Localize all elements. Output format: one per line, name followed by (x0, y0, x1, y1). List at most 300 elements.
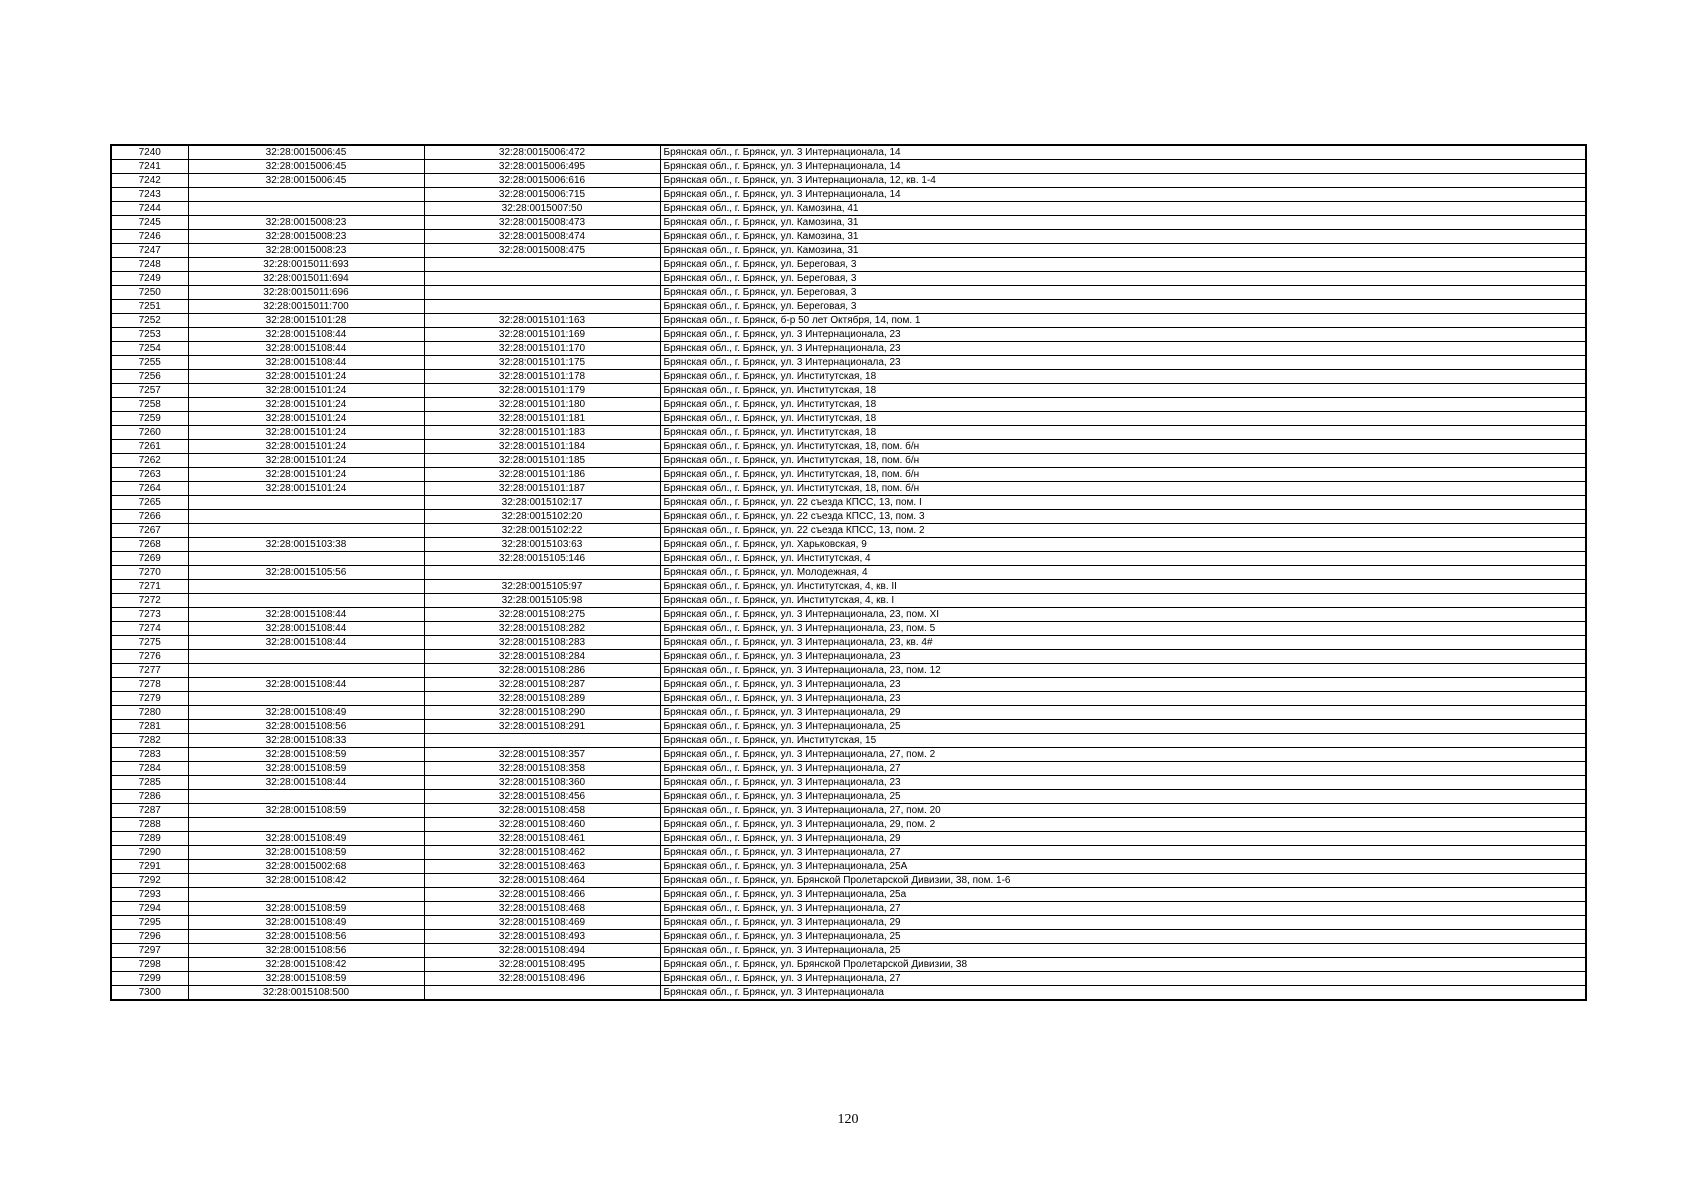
parent-cadastral-cell: 32:28:0015108:42 (188, 874, 424, 888)
cadastral-number-cell (424, 300, 660, 314)
cadastral-number-cell: 32:28:0015101:163 (424, 314, 660, 328)
address-cell: Брянская обл., г. Брянск, ул. Институтская, 18, пом. б/н (660, 454, 1586, 468)
cadastral-number-cell: 32:28:0015108:282 (424, 622, 660, 636)
address-cell: Брянская обл., г. Брянск, ул. 3 Интернационала, 25А (660, 860, 1586, 874)
cadastral-number-cell: 32:28:0015108:493 (424, 930, 660, 944)
row-number-cell: 7272 (111, 594, 188, 608)
table-row (111, 468, 1586, 482)
cadastral-number-cell: 32:28:0015102:20 (424, 510, 660, 524)
parent-cadastral-cell (188, 790, 424, 804)
table-row (111, 678, 1586, 692)
row-number-cell: 7251 (111, 300, 188, 314)
parent-cadastral-cell: 32:28:0015108:49 (188, 832, 424, 846)
parent-cadastral-cell: 32:28:0015101:24 (188, 454, 424, 468)
row-number-cell: 7277 (111, 664, 188, 678)
parent-cadastral-cell: 32:28:0015008:23 (188, 216, 424, 230)
row-number-cell: 7259 (111, 412, 188, 426)
table-row (111, 145, 1586, 160)
cadastral-number-cell: 32:28:0015108:358 (424, 762, 660, 776)
parent-cadastral-cell: 32:28:0015006:45 (188, 160, 424, 174)
address-cell: Брянская обл., г. Брянск, ул. 3 Интернационала, 27 (660, 846, 1586, 860)
cadastral-number-cell: 32:28:0015108:290 (424, 706, 660, 720)
parent-cadastral-cell: 32:28:0015011:696 (188, 286, 424, 300)
table-row (111, 496, 1586, 510)
row-number-cell: 7299 (111, 972, 188, 986)
cadastral-number-cell: 32:28:0015006:472 (424, 145, 660, 160)
row-number-cell: 7286 (111, 790, 188, 804)
table-row (111, 398, 1586, 412)
row-number-cell: 7262 (111, 454, 188, 468)
table-row (111, 972, 1586, 986)
parent-cadastral-cell: 32:28:0015108:59 (188, 748, 424, 762)
parent-cadastral-cell: 32:28:0015006:45 (188, 174, 424, 188)
table-row (111, 888, 1586, 902)
table-row (111, 804, 1586, 818)
parent-cadastral-cell: 32:28:0015108:59 (188, 972, 424, 986)
table-row (111, 538, 1586, 552)
row-number-cell: 7269 (111, 552, 188, 566)
table-row (111, 790, 1586, 804)
cadastral-number-cell: 32:28:0015008:474 (424, 230, 660, 244)
row-number-cell: 7287 (111, 804, 188, 818)
table-row (111, 454, 1586, 468)
parent-cadastral-cell (188, 510, 424, 524)
row-number-cell: 7245 (111, 216, 188, 230)
address-cell: Брянская обл., г. Брянск, ул. 3 Интернационала, 14 (660, 160, 1586, 174)
table-row (111, 216, 1586, 230)
row-number-cell: 7243 (111, 188, 188, 202)
row-number-cell: 7252 (111, 314, 188, 328)
row-number-cell: 7284 (111, 762, 188, 776)
address-cell: Брянская обл., г. Брянск, ул. Брянской Пролетарской Дивизии, 38 (660, 958, 1586, 972)
cadastral-number-cell (424, 986, 660, 1001)
cadastral-number-cell: 32:28:0015108:468 (424, 902, 660, 916)
table-row (111, 706, 1586, 720)
row-number-cell: 7254 (111, 342, 188, 356)
row-number-cell: 7274 (111, 622, 188, 636)
address-cell: Брянская обл., г. Брянск, ул. Институтская, 18 (660, 412, 1586, 426)
parent-cadastral-cell: 32:28:0015108:59 (188, 804, 424, 818)
parent-cadastral-cell: 32:28:0015101:24 (188, 384, 424, 398)
address-cell: Брянская обл., г. Брянск, ул. 3 Интернационала, 27 (660, 902, 1586, 916)
table-row (111, 594, 1586, 608)
parent-cadastral-cell (188, 524, 424, 538)
table-row (111, 958, 1586, 972)
row-number-cell: 7240 (111, 145, 188, 160)
row-number-cell: 7250 (111, 286, 188, 300)
address-cell: Брянская обл., г. Брянск, ул. Институтская, 18 (660, 384, 1586, 398)
parent-cadastral-cell: 32:28:0015108:500 (188, 986, 424, 1001)
parent-cadastral-cell: 32:28:0015105:56 (188, 566, 424, 580)
address-cell: Брянская обл., г. Брянск, ул. Институтская, 4 (660, 552, 1586, 566)
row-number-cell: 7242 (111, 174, 188, 188)
table-row (111, 860, 1586, 874)
address-cell: Брянская обл., г. Брянск, ул. 3 Интернационала, 23 (660, 356, 1586, 370)
address-cell: Брянская обл., г. Брянск, ул. 3 Интернационала, 23 (660, 328, 1586, 342)
table-row (111, 328, 1586, 342)
address-cell: Брянская обл., г. Брянск, ул. 22 съезда КПСС, 13, пом. 3 (660, 510, 1586, 524)
table-row (111, 160, 1586, 174)
table-row (111, 734, 1586, 748)
table-row (111, 370, 1586, 384)
row-number-cell: 7244 (111, 202, 188, 216)
registry-table-body (111, 145, 1586, 1000)
table-row (111, 244, 1586, 258)
address-cell: Брянская обл., г. Брянск, ул. Институтская, 18, пом. б/н (660, 468, 1586, 482)
address-cell: Брянская обл., г. Брянск, ул. Институтская, 18 (660, 398, 1586, 412)
cadastral-number-cell: 32:28:0015101:175 (424, 356, 660, 370)
cadastral-number-cell: 32:28:0015108:461 (424, 832, 660, 846)
parent-cadastral-cell (188, 496, 424, 510)
address-cell: Брянская обл., г. Брянск, ул. 3 Интернационала, 25 (660, 790, 1586, 804)
cadastral-number-cell: 32:28:0015108:360 (424, 776, 660, 790)
cadastral-number-cell: 32:28:0015101:180 (424, 398, 660, 412)
address-cell: Брянская обл., г. Брянск, ул. 3 Интернационала, 23 (660, 692, 1586, 706)
address-cell: Брянская обл., г. Брянск, ул. Береговая, 3 (660, 258, 1586, 272)
parent-cadastral-cell: 32:28:0015101:24 (188, 440, 424, 454)
cadastral-number-cell: 32:28:0015101:183 (424, 426, 660, 440)
parent-cadastral-cell: 32:28:0015011:693 (188, 258, 424, 272)
address-cell: Брянская обл., г. Брянск, ул. 22 съезда КПСС, 13, пом. I (660, 496, 1586, 510)
address-cell: Брянская обл., г. Брянск, ул. 3 Интернационала, 23 (660, 678, 1586, 692)
address-cell: Брянская обл., г. Брянск, ул. 3 Интернационала, 25 (660, 720, 1586, 734)
row-number-cell: 7300 (111, 986, 188, 1001)
address-cell: Брянская обл., г. Брянск, ул. 3 Интернационала, 27, пом. 20 (660, 804, 1586, 818)
address-cell: Брянская обл., г. Брянск, ул. 3 Интернационала, 23 (660, 342, 1586, 356)
parent-cadastral-cell: 32:28:0015101:24 (188, 370, 424, 384)
parent-cadastral-cell: 32:28:0015011:700 (188, 300, 424, 314)
row-number-cell: 7290 (111, 846, 188, 860)
table-row (111, 944, 1586, 958)
cadastral-number-cell (424, 734, 660, 748)
cadastral-number-cell (424, 286, 660, 300)
address-cell: Брянская обл., г. Брянск, ул. 3 Интернационала, 29 (660, 832, 1586, 846)
parent-cadastral-cell (188, 692, 424, 706)
parent-cadastral-cell (188, 818, 424, 832)
table-row (111, 580, 1586, 594)
cadastral-number-cell: 32:28:0015108:286 (424, 664, 660, 678)
parent-cadastral-cell (188, 202, 424, 216)
address-cell: Брянская обл., г. Брянск, ул. 3 Интернационала, 29 (660, 706, 1586, 720)
row-number-cell: 7264 (111, 482, 188, 496)
parent-cadastral-cell (188, 594, 424, 608)
row-number-cell: 7293 (111, 888, 188, 902)
cadastral-number-cell: 32:28:0015108:283 (424, 636, 660, 650)
address-cell: Брянская обл., г. Брянск, ул. 3 Интернационала, 29 (660, 916, 1586, 930)
parent-cadastral-cell: 32:28:0015101:24 (188, 482, 424, 496)
table-row (111, 916, 1586, 930)
cadastral-number-cell: 32:28:0015108:466 (424, 888, 660, 902)
table-row (111, 174, 1586, 188)
table-row (111, 986, 1586, 1001)
address-cell: Брянская обл., г. Брянск, ул. Харьковская, 9 (660, 538, 1586, 552)
table-row (111, 608, 1586, 622)
row-number-cell: 7273 (111, 608, 188, 622)
address-cell: Брянская обл., г. Брянск, ул. Брянской Пролетарской Дивизии, 38, пом. 1-6 (660, 874, 1586, 888)
address-cell: Брянская обл., г. Брянск, ул. Камозина, 31 (660, 216, 1586, 230)
cadastral-number-cell: 32:28:0015108:284 (424, 650, 660, 664)
table-row (111, 748, 1586, 762)
cadastral-number-cell: 32:28:0015108:456 (424, 790, 660, 804)
table-row (111, 342, 1586, 356)
cadastral-number-cell: 32:28:0015101:181 (424, 412, 660, 426)
address-cell: Брянская обл., г. Брянск, ул. Институтская, 18, пом. б/н (660, 482, 1586, 496)
cadastral-number-cell: 32:28:0015101:169 (424, 328, 660, 342)
address-cell: Брянская обл., г. Брянск, ул. 3 Интернационала, 12, кв. 1-4 (660, 174, 1586, 188)
address-cell: Брянская обл., г. Брянск, ул. 3 Интернационала, 25а (660, 888, 1586, 902)
cadastral-number-cell: 32:28:0015101:186 (424, 468, 660, 482)
table-row (111, 818, 1586, 832)
parent-cadastral-cell: 32:28:0015108:49 (188, 706, 424, 720)
row-number-cell: 7279 (111, 692, 188, 706)
table-row (111, 902, 1586, 916)
row-number-cell: 7247 (111, 244, 188, 258)
address-cell: Брянская обл., г. Брянск, ул. 3 Интернационала, 27 (660, 972, 1586, 986)
parent-cadastral-cell: 32:28:0015103:38 (188, 538, 424, 552)
row-number-cell: 7298 (111, 958, 188, 972)
parent-cadastral-cell (188, 664, 424, 678)
cadastral-number-cell: 32:28:0015007:50 (424, 202, 660, 216)
address-cell: Брянская обл., г. Брянск, ул. 22 съезда КПСС, 13, пом. 2 (660, 524, 1586, 538)
cadastral-number-cell (424, 258, 660, 272)
table-row (111, 482, 1586, 496)
address-cell: Брянская обл., г. Брянск, ул. 3 Интернационала, 23, пом. 12 (660, 664, 1586, 678)
cadastral-number-cell: 32:28:0015108:464 (424, 874, 660, 888)
address-cell: Брянская обл., г. Брянск, ул. Береговая, 3 (660, 272, 1586, 286)
parent-cadastral-cell: 32:28:0015108:56 (188, 720, 424, 734)
address-cell: Брянская обл., г. Брянск, ул. 3 Интернационала, 25 (660, 944, 1586, 958)
cadastral-number-cell: 32:28:0015108:463 (424, 860, 660, 874)
row-number-cell: 7265 (111, 496, 188, 510)
row-number-cell: 7261 (111, 440, 188, 454)
address-cell: Брянская обл., г. Брянск, ул. 3 Интернационала, 23, кв. 4# (660, 636, 1586, 650)
address-cell: Брянская обл., г. Брянск, ул. 3 Интернационала, 23 (660, 776, 1586, 790)
cadastral-number-cell: 32:28:0015108:357 (424, 748, 660, 762)
parent-cadastral-cell: 32:28:0015108:44 (188, 608, 424, 622)
row-number-cell: 7271 (111, 580, 188, 594)
row-number-cell: 7249 (111, 272, 188, 286)
cadastral-number-cell: 32:28:0015108:495 (424, 958, 660, 972)
row-number-cell: 7275 (111, 636, 188, 650)
cadastral-number-cell: 32:28:0015101:185 (424, 454, 660, 468)
table-row (111, 832, 1586, 846)
row-number-cell: 7270 (111, 566, 188, 580)
row-number-cell: 7296 (111, 930, 188, 944)
table-row (111, 552, 1586, 566)
address-cell: Брянская обл., г. Брянск, ул. 3 Интернационала, 14 (660, 188, 1586, 202)
row-number-cell: 7266 (111, 510, 188, 524)
parent-cadastral-cell: 32:28:0015011:694 (188, 272, 424, 286)
cadastral-number-cell: 32:28:0015008:475 (424, 244, 660, 258)
cadastral-number-cell: 32:28:0015108:462 (424, 846, 660, 860)
table-row (111, 314, 1586, 328)
table-row (111, 622, 1586, 636)
address-cell: Брянская обл., г. Брянск, ул. 3 Интернационала, 23, пом. 5 (660, 622, 1586, 636)
address-cell: Брянская обл., г. Брянск, ул. Институтская, 18 (660, 370, 1586, 384)
row-number-cell: 7288 (111, 818, 188, 832)
row-number-cell: 7281 (111, 720, 188, 734)
table-row (111, 440, 1586, 454)
address-cell: Брянская обл., г. Брянск, ул. Береговая, 3 (660, 300, 1586, 314)
parent-cadastral-cell: 32:28:0015108:44 (188, 356, 424, 370)
cadastral-number-cell: 32:28:0015108:287 (424, 678, 660, 692)
row-number-cell: 7278 (111, 678, 188, 692)
address-cell: Брянская обл., г. Брянск, ул. Камозина, 31 (660, 230, 1586, 244)
table-row (111, 664, 1586, 678)
row-number-cell: 7260 (111, 426, 188, 440)
cadastral-number-cell: 32:28:0015102:22 (424, 524, 660, 538)
parent-cadastral-cell: 32:28:0015108:49 (188, 916, 424, 930)
cadastral-number-cell: 32:28:0015006:715 (424, 188, 660, 202)
table-row (111, 286, 1586, 300)
address-cell: Брянская обл., г. Брянск, ул. Институтская, 15 (660, 734, 1586, 748)
address-cell: Брянская обл., г. Брянск, ул. Институтская, 4, кв. II (660, 580, 1586, 594)
address-cell: Брянская обл., г. Брянск, ул. 3 Интернационала, 25 (660, 930, 1586, 944)
address-cell: Брянская обл., г. Брянск, ул. Институтская, 18 (660, 426, 1586, 440)
cadastral-number-cell: 32:28:0015008:473 (424, 216, 660, 230)
row-number-cell: 7285 (111, 776, 188, 790)
row-number-cell: 7258 (111, 398, 188, 412)
address-cell: Брянская обл., г. Брянск, б-р 50 лет Октября, 14, пом. 1 (660, 314, 1586, 328)
cadastral-number-cell: 32:28:0015101:178 (424, 370, 660, 384)
row-number-cell: 7283 (111, 748, 188, 762)
row-number-cell: 7292 (111, 874, 188, 888)
cadastral-number-cell: 32:28:0015006:495 (424, 160, 660, 174)
table-row (111, 188, 1586, 202)
table-row (111, 426, 1586, 440)
parent-cadastral-cell: 32:28:0015108:56 (188, 944, 424, 958)
registry-table (110, 144, 1587, 1001)
parent-cadastral-cell: 32:28:0015101:24 (188, 412, 424, 426)
table-row (111, 258, 1586, 272)
table-row (111, 524, 1586, 538)
row-number-cell: 7246 (111, 230, 188, 244)
parent-cadastral-cell: 32:28:0015108:44 (188, 636, 424, 650)
table-row (111, 510, 1586, 524)
table-row (111, 650, 1586, 664)
row-number-cell: 7253 (111, 328, 188, 342)
parent-cadastral-cell: 32:28:0015006:45 (188, 145, 424, 160)
table-row (111, 930, 1586, 944)
parent-cadastral-cell: 32:28:0015101:28 (188, 314, 424, 328)
parent-cadastral-cell: 32:28:0015108:59 (188, 846, 424, 860)
page-number: 120 (837, 1112, 859, 1127)
table-row (111, 846, 1586, 860)
row-number-cell: 7257 (111, 384, 188, 398)
parent-cadastral-cell (188, 888, 424, 902)
parent-cadastral-cell: 32:28:0015108:42 (188, 958, 424, 972)
table-row (111, 202, 1586, 216)
address-cell: Брянская обл., г. Брянск, ул. 3 Интернационала, 14 (660, 145, 1586, 160)
cadastral-number-cell: 32:28:0015101:179 (424, 384, 660, 398)
address-cell: Брянская обл., г. Брянск, ул. Береговая, 3 (660, 286, 1586, 300)
cadastral-number-cell: 32:28:0015101:187 (424, 482, 660, 496)
row-number-cell: 7241 (111, 160, 188, 174)
parent-cadastral-cell: 32:28:0015108:44 (188, 622, 424, 636)
parent-cadastral-cell: 32:28:0015008:23 (188, 244, 424, 258)
cadastral-number-cell: 32:28:0015108:275 (424, 608, 660, 622)
row-number-cell: 7263 (111, 468, 188, 482)
table-row (111, 230, 1586, 244)
cadastral-number-cell: 32:28:0015006:616 (424, 174, 660, 188)
cadastral-number-cell: 32:28:0015105:97 (424, 580, 660, 594)
cadastral-number-cell: 32:28:0015108:289 (424, 692, 660, 706)
cadastral-number-cell (424, 566, 660, 580)
address-cell: Брянская обл., г. Брянск, ул. Камозина, 31 (660, 244, 1586, 258)
cadastral-number-cell: 32:28:0015108:460 (424, 818, 660, 832)
cadastral-number-cell: 32:28:0015103:63 (424, 538, 660, 552)
parent-cadastral-cell: 32:28:0015101:24 (188, 426, 424, 440)
parent-cadastral-cell (188, 580, 424, 594)
table-row (111, 692, 1586, 706)
cadastral-number-cell: 32:28:0015108:496 (424, 972, 660, 986)
table-row (111, 720, 1586, 734)
cadastral-number-cell: 32:28:0015108:494 (424, 944, 660, 958)
cadastral-number-cell: 32:28:0015101:170 (424, 342, 660, 356)
cadastral-number-cell: 32:28:0015108:458 (424, 804, 660, 818)
row-number-cell: 7295 (111, 916, 188, 930)
parent-cadastral-cell: 32:28:0015008:23 (188, 230, 424, 244)
table-row (111, 636, 1586, 650)
parent-cadastral-cell: 32:28:0015108:44 (188, 776, 424, 790)
address-cell: Брянская обл., г. Брянск, ул. Институтская, 4, кв. I (660, 594, 1586, 608)
parent-cadastral-cell (188, 650, 424, 664)
parent-cadastral-cell: 32:28:0015101:24 (188, 398, 424, 412)
parent-cadastral-cell: 32:28:0015108:59 (188, 762, 424, 776)
parent-cadastral-cell (188, 188, 424, 202)
row-number-cell: 7282 (111, 734, 188, 748)
parent-cadastral-cell: 32:28:0015101:24 (188, 468, 424, 482)
address-cell: Брянская обл., г. Брянск, ул. Институтская, 18, пом. б/н (660, 440, 1586, 454)
cadastral-number-cell: 32:28:0015102:17 (424, 496, 660, 510)
address-cell: Брянская обл., г. Брянск, ул. 3 Интернационала, 27, пом. 2 (660, 748, 1586, 762)
row-number-cell: 7294 (111, 902, 188, 916)
parent-cadastral-cell: 32:28:0015002:68 (188, 860, 424, 874)
row-number-cell: 7280 (111, 706, 188, 720)
row-number-cell: 7291 (111, 860, 188, 874)
address-cell: Брянская обл., г. Брянск, ул. Молодежная, 4 (660, 566, 1586, 580)
address-cell: Брянская обл., г. Брянск, ул. 3 Интернационала, 23 (660, 650, 1586, 664)
parent-cadastral-cell: 32:28:0015108:33 (188, 734, 424, 748)
row-number-cell: 7276 (111, 650, 188, 664)
address-cell: Брянская обл., г. Брянск, ул. 3 Интернационала, 29, пом. 2 (660, 818, 1586, 832)
address-cell: Брянская обл., г. Брянск, ул. 3 Интернационала (660, 986, 1586, 1001)
address-cell: Брянская обл., г. Брянск, ул. 3 Интернационала, 23, пом. XI (660, 608, 1586, 622)
parent-cadastral-cell: 32:28:0015108:44 (188, 678, 424, 692)
row-number-cell: 7248 (111, 258, 188, 272)
cadastral-number-cell (424, 272, 660, 286)
address-cell: Брянская обл., г. Брянск, ул. 3 Интернационала, 27 (660, 762, 1586, 776)
row-number-cell: 7289 (111, 832, 188, 846)
cadastral-number-cell: 32:28:0015108:291 (424, 720, 660, 734)
table-row (111, 874, 1586, 888)
parent-cadastral-cell: 32:28:0015108:44 (188, 342, 424, 356)
row-number-cell: 7255 (111, 356, 188, 370)
parent-cadastral-cell (188, 552, 424, 566)
table-row (111, 566, 1586, 580)
address-cell: Брянская обл., г. Брянск, ул. Камозина, 41 (660, 202, 1586, 216)
cadastral-number-cell: 32:28:0015108:469 (424, 916, 660, 930)
table-row (111, 412, 1586, 426)
table-row (111, 776, 1586, 790)
row-number-cell: 7267 (111, 524, 188, 538)
table-row (111, 762, 1586, 776)
row-number-cell: 7297 (111, 944, 188, 958)
cadastral-number-cell: 32:28:0015101:184 (424, 440, 660, 454)
cadastral-number-cell: 32:28:0015105:98 (424, 594, 660, 608)
table-row (111, 300, 1586, 314)
cadastral-number-cell: 32:28:0015105:146 (424, 552, 660, 566)
